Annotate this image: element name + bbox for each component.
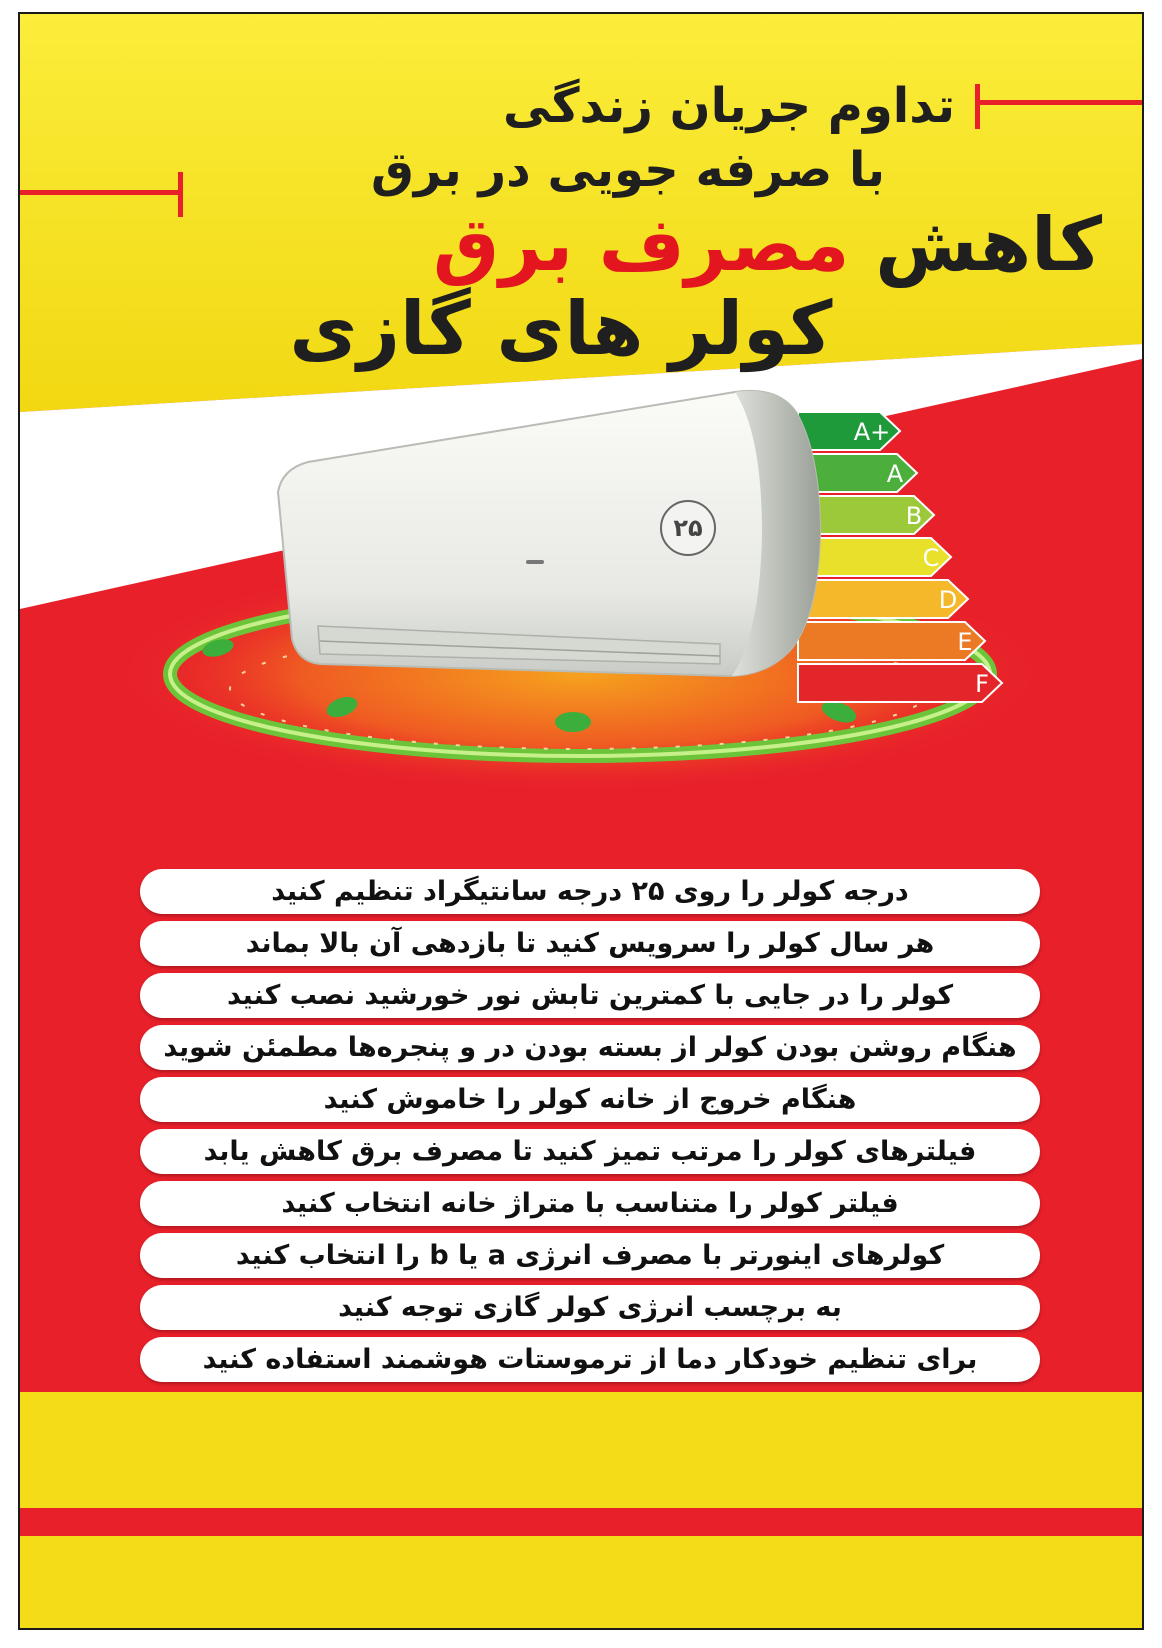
- ac-temperature-badge: ۲۵: [660, 500, 716, 556]
- energy-label-a-plus: A+: [853, 418, 891, 446]
- tip-item: برای تنظیم خودکار دما از ترموستات هوشمند استفاده کنید: [140, 1337, 1040, 1382]
- tips-list: [140, 869, 1040, 1389]
- tip-item: فیلتر کولر را متناسب با متراژ خانه انتخاب کنید: [140, 1181, 1040, 1226]
- energy-label-f: F: [975, 670, 989, 698]
- energy-label-c: C: [922, 544, 940, 572]
- main-title-line-2: کولر های گازی: [289, 286, 833, 372]
- energy-label-a: A: [886, 460, 904, 488]
- poster: [18, 12, 1144, 1630]
- energy-label-e: E: [957, 628, 973, 656]
- tip-item: هنگام خروج از خانه کولر را خاموش کنید: [140, 1077, 1040, 1122]
- energy-label-d: D: [938, 586, 958, 614]
- tip-item: درجه کولر را روی ۲۵ درجه سانتیگراد تنظیم کنید: [140, 869, 1040, 914]
- energy-label-b: B: [905, 502, 923, 530]
- headline-line-1: تداوم جریان زندگی: [503, 78, 955, 134]
- tip-item: کولر را در جایی با کمترین تابش نور خورشید نصب کنید: [140, 973, 1040, 1018]
- footer-red-band: [20, 1508, 1142, 1536]
- footer-yellow-band: [20, 1392, 1142, 1508]
- headline-line-2: با صرفه جویی در برق: [370, 142, 885, 198]
- footer-bottom-yellow-band: [20, 1536, 1142, 1628]
- main-title-part-1: کاهش: [875, 202, 1102, 288]
- main-title: [20, 202, 1102, 288]
- tip-item: کولرهای اینورتر با مصرف انرژی a یا b را انتخاب کنید: [140, 1233, 1040, 1278]
- ac-brand-mark: [526, 560, 544, 564]
- tip-item: هنگام روشن بودن کولر از بسته بودن در و پنجره‌ها مطمئن شوید: [140, 1025, 1040, 1070]
- tip-item: هر سال کولر را سرویس کنید تا بازدهی آن بالا بماند: [140, 921, 1040, 966]
- tip-item: به برچسب انرژی کولر گازی توجه کنید: [140, 1285, 1040, 1330]
- main-title-highlight: مصرف برق: [433, 202, 850, 288]
- tip-item: فیلترهای کولر را مرتب تمیز کنید تا مصرف برق کاهش یابد: [140, 1129, 1040, 1174]
